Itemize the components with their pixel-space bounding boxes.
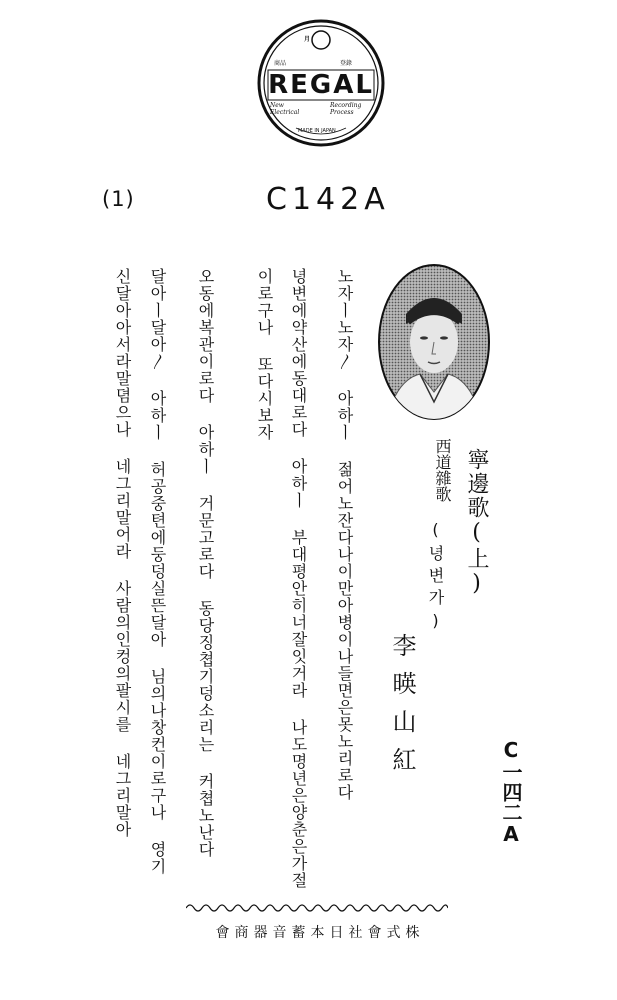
singer-portrait-image (376, 262, 492, 422)
logo-upper-left-text: 商品 (274, 60, 287, 67)
lyric-line: 오동에복관이로다 아하ㅣ 거문고로다 동당징쳡기덩소리는 커쳡노난다 (196, 268, 215, 858)
logo-upper-right-text: 登錄 (340, 60, 353, 67)
song-title: 寧邊歌(上) (464, 448, 489, 598)
lyric-line: 노자ㅣ노자〳 아하ㅣ 젊어노잔다나이만아병이나들면은못노리로다 (335, 268, 354, 801)
catalog-number: C142A (266, 182, 390, 217)
company-name: 株式會社日本蓄音器商會 (215, 925, 425, 941)
logo-bottom-text: MADE IN JAPAN (298, 128, 336, 134)
song-title-reading: (녕변가) (426, 520, 445, 636)
decorative-wavy-divider (186, 900, 448, 916)
song-genre: 西道雜歌 (433, 438, 452, 502)
logo-brand-text: REGAL (268, 70, 374, 100)
catalog-number-vertical: C一四二A (499, 738, 523, 846)
lyric-line: 달아ㅣ달아〳 아하ㅣ 허공중텬에둥덩실뜬달아 님의나창컨이로구나 영기 (148, 268, 167, 875)
lyric-line: 신달아아서라말뎜으나 네그리말어라 사람의인컹의팔시를 네그리말아 (113, 268, 132, 838)
page-number: (1) (102, 187, 135, 211)
logo-lower-right-text: Recording Process (330, 102, 362, 116)
logo-lower-left-text: New Electrical (270, 102, 300, 116)
logo-emblem-text: 月 (304, 36, 311, 43)
singer-name: 李暎山紅 (388, 633, 416, 785)
lyric-line: 이로구나 또다시보자 (255, 268, 274, 441)
lyric-line: 녕변에약산에동대로다 아하ㅣ 부대평안히너잘잇거라 나도명년은양춘은가절 (289, 268, 308, 889)
